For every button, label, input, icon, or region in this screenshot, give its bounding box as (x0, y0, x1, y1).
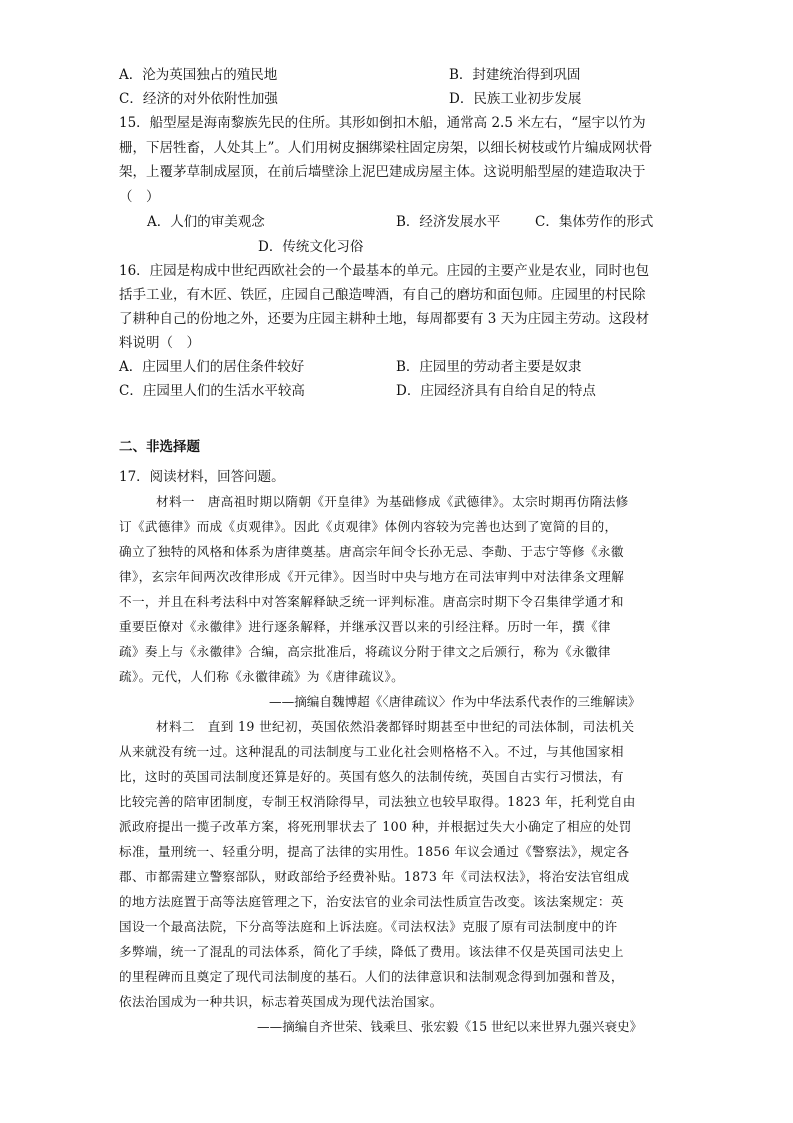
material2-line: 比较完善的陪审团制度，专制王权消除得早，司法独立也较早取得。1823 年，托利党自由 (119, 794, 636, 809)
material1-line: 不一，并且在科考法科中对答案解释缺乏统一评判标准。唐高宗时期下令召集律学通才和 (119, 594, 624, 609)
q15-option-c: C．集体劳作的形式 (535, 214, 654, 230)
q16-stem-line: 了耕种自己的份地之外，还要为庄园主耕种土地，每周都要有 3 天为庄园主劳动。这段材 (119, 311, 650, 327)
q16-option-b: B．庄园里的劳动者主要是奴隶 (396, 359, 582, 375)
material2-line: 材料二 直到 19 世纪初，英国依然沿袭都铎时期甚至中世纪的司法体制，司法机关 (156, 719, 635, 734)
material1-line: 订《武德律》而成《贞观律》。因此《贞观律》体例内容较为完善也达到了宽简的目的， (119, 519, 618, 534)
q16-stem-line: 16．庄园是构成中世纪西欧社会的一个最基本的单元。庄园的主要产业是农业，同时也包 (119, 263, 650, 279)
material2-line: 派政府提出一揽子改革方案，将死刑罪状去了 100 种，并根据过失大小确定了相应的处罚 (119, 819, 632, 834)
material2-line: 国设一个最高法院，下分高等法庭和上诉法庭。《司法权法》克服了原有司法制度中的许 (119, 919, 618, 934)
material2-line: 的里程碑而且奠定了现代司法制度的基石。人们的法律意识和法制观念得到加强和普及， (119, 969, 624, 984)
material2-line: 从来就没有统一过。这种混乱的司法制度与工业化社会则格格不入。不过，与其他国家相 (119, 744, 624, 759)
material2-line: 多弊端，统一了混乱的司法体系，简化了手续，降低了费用。该法律不仅是英国司法史上 (119, 944, 624, 959)
q15-stem-line: 15．船型屋是海南黎族先民的住所。其形如倒扣木船，通常高 2.5 米左右，“屋宇以竹为 (119, 115, 646, 131)
material2-line: 的地方法庭置于高等法庭管理之下，治安法官的业余司法性质宣告改变。该法案规定：英 (119, 894, 624, 909)
material2-source: ——摘编自齐世荣、钱乘旦、张宏毅《15 世纪以来世界九强兴衰史》 (257, 1019, 643, 1034)
material2-line: 郡、市都需建立警察部队，财政部给予经费补贴。1873 年《司法权法》，将治安法官组成 (119, 869, 630, 884)
material1-line: 材料一 唐高祖时期以隋朝《开皇律》为基础修成《武德律》。太宗时期再仿隋法修 (156, 494, 629, 509)
material2-line: 比，这时的英国司法制度还算是好的。英国有悠久的法制传统，英国自古实行习惯法，有 (119, 769, 624, 784)
q14-option-c: C．经济的对外依附性加强 (119, 91, 278, 107)
material2-line: 标准，量刑统一、轻重分明，提高了法律的实用性。1856 年议会通过《警察法》，规定各 (119, 844, 630, 859)
material1-source: ——摘编自魏博超《〈唐律疏议〉作为中华法系代表作的三维解读》 (269, 694, 641, 709)
q15-option-d: D．传统文化习俗 (258, 239, 364, 255)
q17-stem: 17．阅读材料，回答问题。 (119, 469, 285, 485)
q15-stem-line: （ ） (119, 189, 160, 205)
q16-option-a: A．庄园里人们的居住条件较好 (119, 359, 305, 375)
material1-line: 疏》。元代，人们称《永徽律疏》为《唐律疏议》。 (119, 669, 405, 684)
q15-stem-line: 架，上覆茅草制成屋顶，在前后墙壁涂上泥巴建成房屋主体。这说明船型屋的建造取决于 (119, 164, 646, 180)
material1-line: 重要臣僚对《永徽律》进行逐条解释，并继承汉晋以来的引经注释。历时一年，撰《律 (119, 619, 611, 634)
q16-option-c: C．庄园里人们的生活水平较高 (119, 383, 305, 399)
q15-stem-line: 栅，下居牲畜，人处其上”。人们用树皮捆绑梁柱固定房架，以细长树枝或竹片编成网状骨 (119, 140, 653, 156)
q15-option-b: B．经济发展水平 (396, 214, 501, 230)
material1-line: 律》，玄宗年间两次改律形成《开元律》。因当时中央与地方在司法审判中对法律条文理解 (119, 569, 625, 584)
material2-line: 依法治国成为一种共识，标志着英国成为现代法治国家。 (119, 994, 443, 1009)
q14-option-b: B．封建统治得到巩固 (449, 67, 581, 83)
q15-option-a: A．人们的审美观念 (147, 214, 265, 230)
q14-option-a: A．沦为英国独占的殖民地 (119, 67, 278, 83)
section-heading: 二、非选择题 (119, 439, 200, 455)
material1-line: 疏》奏上与《永徽律》合编，高宗批准后，将疏议分附于律文之后颁行，称为《永徽律 (119, 644, 611, 659)
q16-stem-line: 括手工业，有木匠、铁匠，庄园自己酿造啤酒，有自己的磨坊和面包师。庄园里的村民除 (119, 287, 646, 303)
q16-stem-line: 料说明（ ） (119, 335, 200, 351)
q14-option-d: D．民族工业初步发展 (449, 91, 582, 107)
q16-option-d: D．庄园经济具有自给自足的特点 (396, 383, 596, 399)
material1-line: 确立了独特的风格和体系为唐律奠基。唐高宗年间令长孙无忌、李勣、于志宁等修《永徽 (119, 544, 624, 559)
